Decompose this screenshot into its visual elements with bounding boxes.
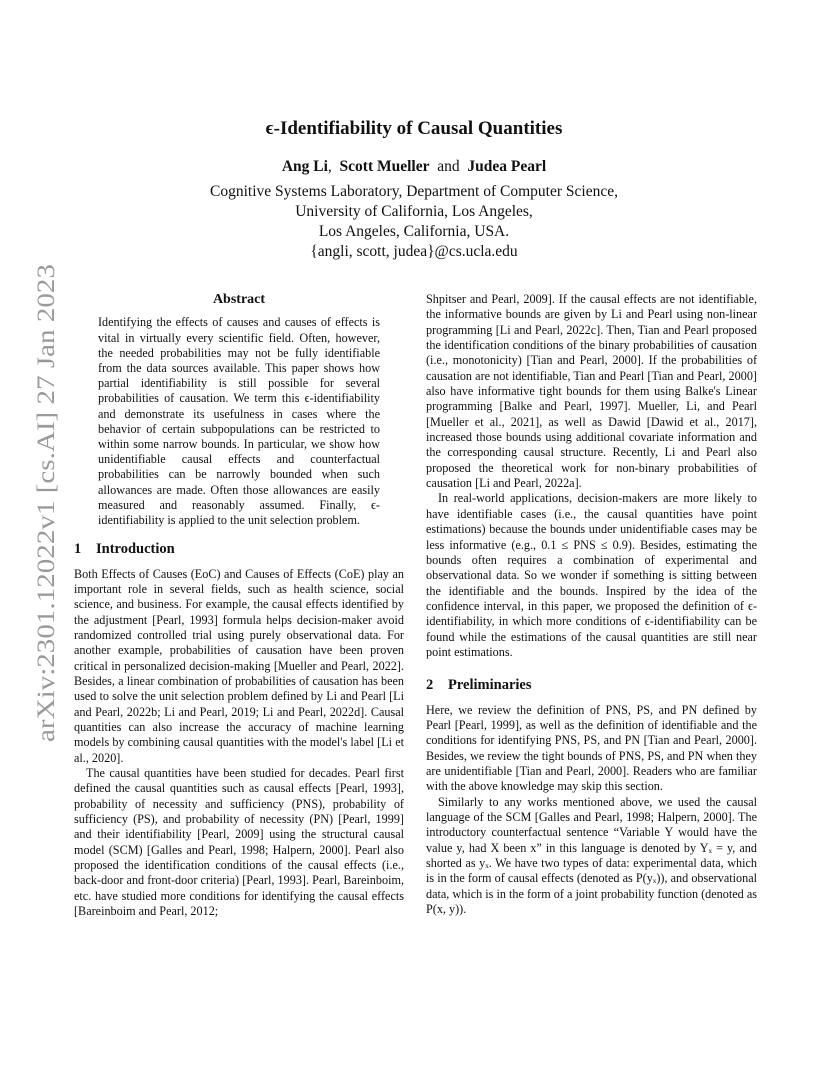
affiliation-line: Los Angeles, California, USA.	[318, 223, 510, 240]
author-line	[0, 158, 828, 176]
abstract-text: Identifying the effects of causes and causes of effects is vital in virtually every scientific field. Often, however, the needed probabilities may not be fully identifiable from the data sources available. This paper shows how partial identifiability is still possible for several probabilities of causation. We term this ϵ-identifiability and demonstrate its usefulness in cases where the behavior of certain subpopulations can be restricted to within some narrow bounds. In particular, we show how unidentifiable causal effects and counterfactual probabilities can be narrowly bounded when such allowances are made. Often those allowances are easily measured and reasonably assumed. Finally, ϵ-identifiability is applied to the unit selection problem.	[98, 315, 380, 527]
paragraph: Both Effects of Causes (EoC) and Causes of Effects (CoE) play an important role in several fields, such as health science, social science, and business. For example, the causal effects identified by the adjustment [Pearl, 1993] formula helps decision-maker avoid randomized controlled trial using purely observational data. For another example, probabilities of causation have been proven critical in personalized decision-making [Mueller and Pearl, 2022]. Besides, a linear combination of probabilities of causation has been used to solve the unit selection problem defined by Li and Pearl [Li and Pearl, 2022b; Li and Pearl, 2019; Li and Pearl, 2022d]. Causal quantities can also increase the accuracy of machine learning models by combining causal quantities with the model's label [Li et al., 2020].	[74, 566, 404, 765]
paper-title: ϵ-Identifiability of Causal Quantities	[265, 118, 563, 139]
affiliation-line: Cognitive Systems Laboratory, Department of Computer Science,	[210, 183, 618, 200]
paragraph: In real-world applications, decision-makers are more likely to have identifiable cases (i.e., the causal quantities have point estimations) because the bounds under unidentifiable cases may be less informative (e.g., 0.1 ≤ PNS ≤ 0.9). Besides, estimating the bounds often requires a combination of experimental and observational data. So we wonder if something is sitting between the identifiable and the bounds. Inspired by the idea of the confidence interval, in this paper, we proposed the definition of ϵ-identifiability, in which more conditions of ϵ-identifiability can be found while the estimations of the causal quantities are still near point estimations.	[426, 491, 757, 659]
author-name: Judea Pearl	[467, 158, 547, 175]
section-heading	[426, 678, 757, 693]
arxiv-watermark-text: arXiv:2301.12022v1 [cs.AI] 27 Jan 2023	[33, 330, 60, 742]
author-name: Scott Mueller	[339, 158, 430, 175]
section-number: 1	[74, 541, 82, 558]
paragraph: Here, we review the definition of PNS, PS, and PN defined by Pearl [Pearl, 1999], as well as the definition of identifiable and the conditions for identifying PNS, PS, and PN [Tian and Pearl, 2000]. Besides, we review the tight bounds of PNS, PS, and PN when they are unidentifiable [Tian and Pearl, 2000]. Readers who are familiar with the above knowledge may skip this section.	[426, 702, 757, 794]
author-separator: ,	[327, 158, 332, 175]
affiliation-block	[0, 182, 828, 262]
arxiv-watermark	[24, 262, 64, 742]
left-column	[74, 292, 404, 919]
author-and: and	[437, 158, 460, 175]
paragraph: The causal quantities have been studied for decades. Pearl first defined the causal quantities such as causal effects [Pearl, 1993], probability of necessity and sufficiency (PNS), probability of sufficiency (PS), and probability of necessity (PN) [Pearl, 1999] and their identifiability [Pearl, 2009] using the structural causal model (SCM) [Galles and Pearl, 1998; Halpern, 2000]. Pearl also proposed the identification conditions of the causal effects (i.e., back-door and front-door criteria) [Pearl, 1993]. Pearl, Bareinboim, etc. have studied more conditions for identifying the causal effects [Bareinboim and Pearl, 2012;	[74, 766, 404, 919]
section-number: 2	[426, 677, 434, 694]
author-name: Ang Li	[281, 158, 328, 175]
affiliation-line: University of California, Los Angeles,	[295, 203, 533, 220]
section-title: Introduction	[96, 541, 175, 558]
section-heading	[74, 542, 404, 557]
abstract-heading: Abstract	[212, 292, 266, 307]
paragraph: Similarly to any works mentioned above, we used the causal language of the SCM [Galles and Pearl, 1998; Halpern, 2000]. The introductory counterfactual sentence “Variable Y would have the value y, had X been x” in this language is denoted by Yₓ = y, and shorted as yₓ. We have two types of data: experimental data, which is in the form of causal effects (denoted as P(yₓ)), and observational data, which is in the form of a joint probability function (denoted as P(x, y)).	[426, 794, 757, 917]
right-column	[426, 292, 757, 917]
author-email: {angli, scott, judea}@cs.ucla.edu	[310, 243, 518, 260]
paragraph: Shpitser and Pearl, 2009]. If the causal effects are not identifiable, the informative bounds are given by Li and Pearl using non-linear programming [Li and Pearl, 2022c]. Then, Tian and Pearl proposed the identification conditions of the binary probabilities of causation (i.e., monotonicity) [Tian and Pearl, 2000]. If the probabilities of causation are not identifiable, Tian and Pearl [Tian and Pearl, 2000] also have informative tight bounds for them using Balke's Linear programming [Balke and Pearl, 1997]. Mueller, Li, and Pearl [Mueller et al., 2021], as well as Dawid [Dawid et al., 2017], increased those bounds using additional covariate information and the corresponding causal structure. Recently, Li and Pearl also proposed the theoretical work for non-binary probabilities of causation [Li and Pearl, 2022a].	[426, 292, 757, 491]
section-title: Preliminaries	[448, 677, 532, 694]
